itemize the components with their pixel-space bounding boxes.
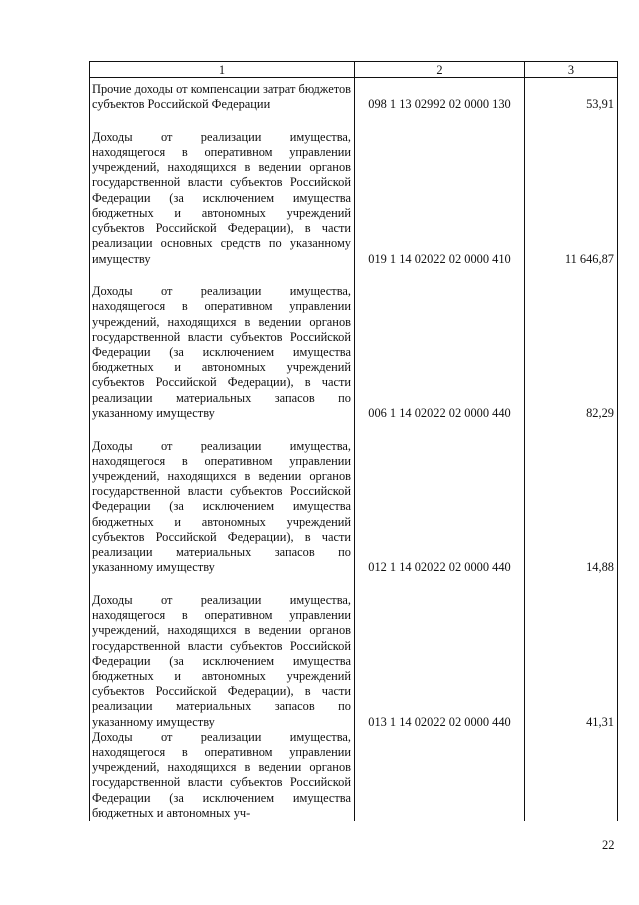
table-row [90,112,618,266]
row-amount: 11 646,87 [525,112,618,266]
row-amount [525,730,618,821]
row-amount: 14,88 [525,421,618,575]
row-description: Доходы от реализации имущества, находящегося в оперативном управлении учреждений, находящихся в ведении органов государственной власти субъектов Российской Федерации (за исключением имущества бюджетных и автономных учреждений субъектов Российской Федерации), в части реализации материальных запасов по указанному имуществу [90,267,355,421]
row-budget-code: 006 1 14 02022 02 0000 440 [355,267,525,421]
row-description: Прочие доходы от компенсации затрат бюджетов субъектов Российской Федерации [90,78,355,113]
revenue-table [89,61,618,821]
column-header-1: 1 [90,62,355,78]
table-row [90,730,618,821]
row-amount: 82,29 [525,267,618,421]
row-budget-code: 012 1 14 02022 02 0000 440 [355,421,525,575]
table-row [90,421,618,575]
table-row [90,267,618,421]
page-number: 22 [602,838,615,852]
row-budget-code: 013 1 14 02022 02 0000 440 [355,575,525,729]
column-header-3: 3 [525,62,618,78]
column-header-2: 2 [355,62,525,78]
row-description: Доходы от реализации имущества, находящегося в оперативном управлении учреждений, находящихся в ведении органов государственной власти субъектов Российской Федерации (за исключением имущества бюджетных и автономных учреждений субъектов Российской Федерации), в части реализации материальных запасов по указанному имуществу [90,421,355,575]
row-budget-code [355,730,525,821]
table-row [90,78,618,113]
row-amount: 41,31 [525,575,618,729]
row-amount: 53,91 [525,78,618,113]
row-description: Доходы от реализации имущества, находящегося в оперативном управлении учреждений, находящихся в ведении органов государственной власти субъектов Российской Федерации (за исключением имущества бюджетных и автономных уч- [90,730,355,821]
row-description: Доходы от реализации имущества, находящегося в оперативном управлении учреждений, находящихся в ведении органов государственной власти субъектов Российской Федерации (за исключением имущества бюджетных и автономных учреждений субъектов Российской Федерации), в части реализации материальных запасов по указанному имуществу [90,575,355,729]
row-budget-code: 019 1 14 02022 02 0000 410 [355,112,525,266]
table-header-row [90,62,618,78]
row-budget-code: 098 1 13 02992 02 0000 130 [355,78,525,113]
table-row [90,575,618,729]
row-description: Доходы от реализации имущества, находящегося в оперативном управлении учреждений, находящихся в ведении органов государственной власти субъектов Российской Федерации (за исключением имущества бюджетных и автономных учреждений субъектов Российской Федерации), в части реализации основных средств по указанному имуществу [90,112,355,266]
